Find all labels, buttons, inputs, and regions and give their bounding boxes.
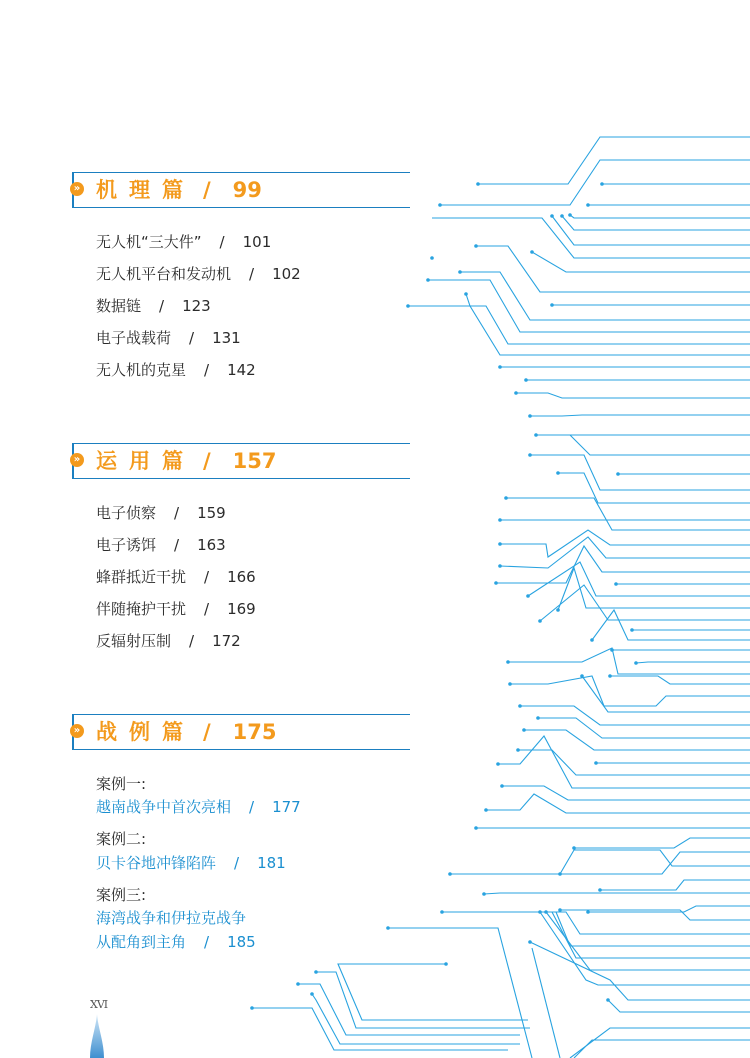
section-header-mechanism[interactable] — [72, 172, 410, 208]
toc-entry[interactable] — [96, 853, 286, 873]
header-rule-top — [74, 714, 410, 715]
entry-page: 131 — [212, 329, 241, 347]
header-rule-bottom — [74, 749, 410, 750]
section-name: 机理篇 — [96, 178, 195, 202]
section-page: 175 — [232, 720, 277, 744]
toc-entry[interactable] — [96, 328, 241, 348]
toc-entry[interactable] — [96, 535, 226, 555]
section-name: 运用篇 — [96, 449, 195, 473]
header-rule-bottom — [74, 207, 410, 208]
entry-title: 无人机“三大件” — [96, 233, 202, 251]
entry-title: 从配角到主角 — [96, 933, 187, 951]
separator: / — [204, 361, 210, 379]
toc-entry[interactable] — [96, 232, 271, 252]
entry-page: 172 — [212, 632, 241, 650]
case-label: 案例三: — [96, 886, 147, 904]
entry-title: 海湾战争和伊拉克战争 — [96, 909, 247, 927]
double-chevron-icon: » — [70, 453, 84, 467]
entry-title: 电子诱饵 — [96, 536, 157, 554]
separator: / — [189, 632, 195, 650]
separator: / — [219, 233, 225, 251]
toc-entry[interactable] — [96, 567, 256, 587]
case-label: 案例二: — [96, 830, 147, 848]
separator: / — [174, 536, 180, 554]
entry-page: 142 — [227, 361, 256, 379]
separator: / — [204, 568, 210, 586]
toc-entry[interactable] — [96, 797, 301, 817]
entry-page: 181 — [257, 854, 286, 872]
header-rule-top — [74, 172, 410, 173]
entry-page: 159 — [197, 504, 226, 522]
toc-entry[interactable] — [96, 599, 256, 619]
entry-page: 101 — [242, 233, 272, 251]
separator: / — [249, 265, 255, 283]
entry-page: 102 — [272, 265, 301, 283]
entry-title: 越南战争中首次亮相 — [96, 798, 232, 816]
entry-page: 166 — [227, 568, 256, 586]
separator: / — [189, 329, 195, 347]
toc-entry[interactable] — [96, 296, 211, 316]
entry-title: 贝卡谷地冲锋陷阵 — [96, 854, 217, 872]
separator: / — [203, 720, 211, 744]
section-title — [96, 718, 277, 746]
section-page: 99 — [232, 178, 262, 202]
separator: / — [203, 178, 211, 202]
toc-entry[interactable] — [96, 932, 256, 952]
section-header-battle-cases[interactable] — [72, 714, 410, 750]
entry-title: 反辐射压制 — [96, 632, 172, 650]
separator: / — [204, 600, 210, 618]
entry-title: 数据链 — [96, 297, 142, 315]
section-title — [96, 176, 262, 204]
header-rule-bottom — [74, 478, 410, 479]
page-folio: XVI — [90, 998, 108, 1011]
entry-title: 蜂群抵近干扰 — [96, 568, 187, 586]
entry-page: 169 — [227, 600, 256, 618]
separator: / — [174, 504, 180, 522]
separator: / — [249, 798, 255, 816]
section-title — [96, 447, 277, 475]
double-chevron-icon: » — [70, 182, 84, 196]
entry-title: 无人机平台和发动机 — [96, 265, 232, 283]
toc-entry[interactable] — [96, 503, 226, 523]
entry-page: 163 — [197, 536, 226, 554]
section-page: 157 — [232, 449, 277, 473]
section-name: 战例篇 — [96, 720, 195, 744]
double-chevron-icon: » — [70, 724, 84, 738]
entry-page: 177 — [272, 798, 301, 816]
separator: / — [234, 854, 240, 872]
entry-title: 电子侦察 — [96, 504, 157, 522]
section-header-application[interactable] — [72, 443, 410, 479]
entry-title: 伴随掩护干扰 — [96, 600, 187, 618]
separator: / — [204, 933, 210, 951]
header-rule-top — [74, 443, 410, 444]
entry-page: 185 — [227, 933, 256, 951]
toc-entry-line[interactable] — [96, 908, 246, 928]
entry-title: 电子战载荷 — [96, 329, 172, 347]
toc-entry[interactable] — [96, 264, 301, 284]
toc-entry[interactable] — [96, 631, 241, 651]
toc-entry[interactable] — [96, 360, 256, 380]
separator: / — [159, 297, 165, 315]
entry-title: 无人机的克星 — [96, 361, 187, 379]
entry-page: 123 — [182, 297, 211, 315]
flame-ornament-icon — [89, 1014, 105, 1058]
case-label: 案例一: — [96, 775, 147, 793]
separator: / — [203, 449, 211, 473]
